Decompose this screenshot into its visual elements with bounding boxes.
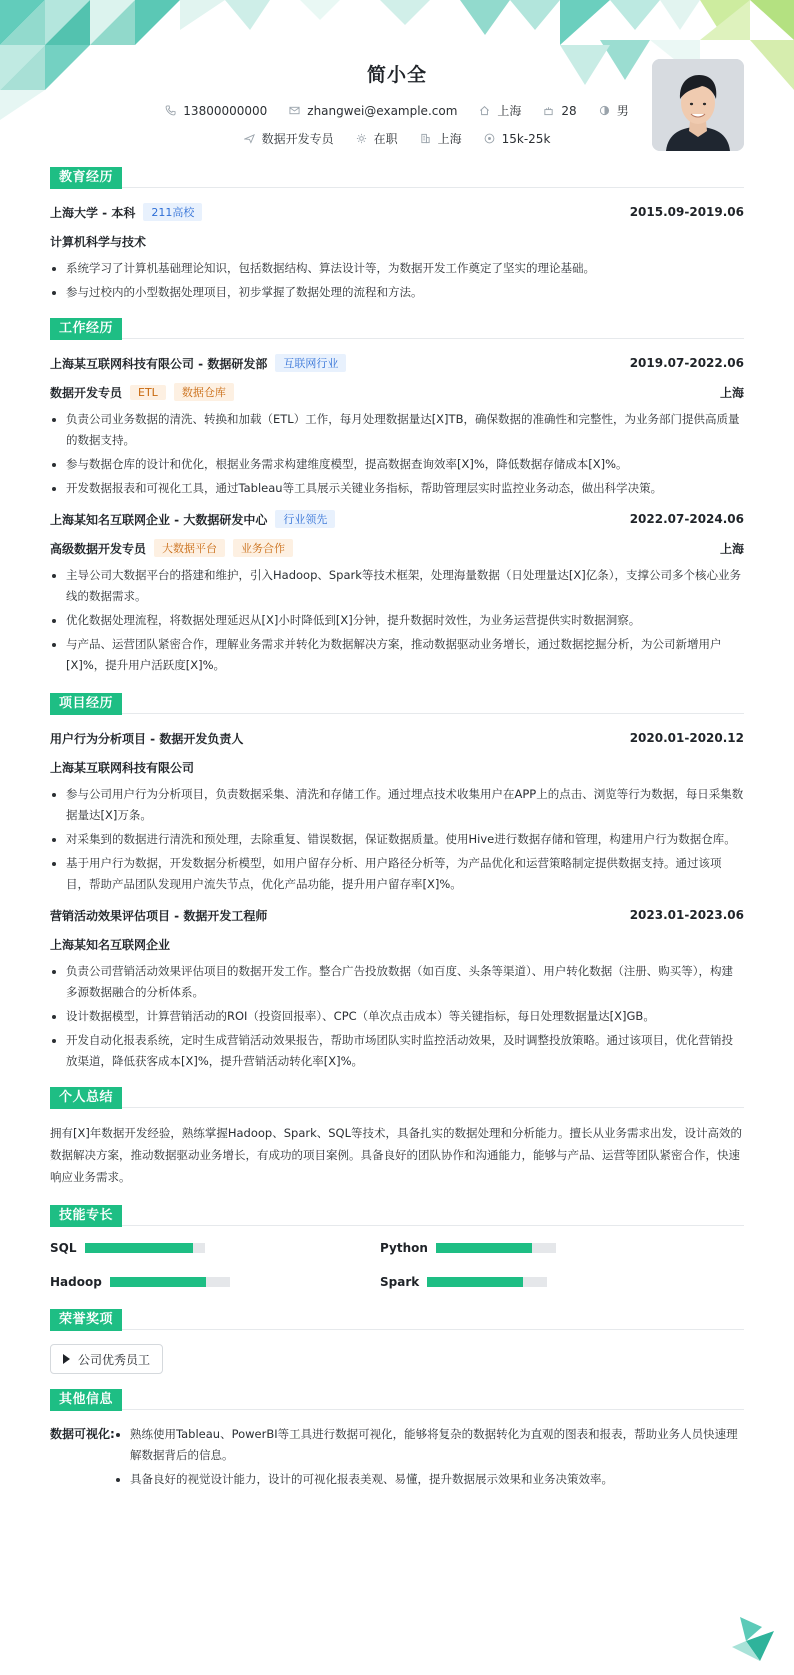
company-name: 上海某互联网科技有限公司 - 数据研发部 xyxy=(50,356,268,371)
skill-level-bar xyxy=(110,1277,230,1287)
location-info xyxy=(479,102,521,119)
project-entry xyxy=(50,905,744,1072)
list-item: 系统学习了计算机基础理论知识，包括数据结构、算法设计等，为数据开发工作奠定了坚实的理论基础。 xyxy=(50,258,744,279)
summary-header xyxy=(50,1086,744,1108)
role-name: 高级数据开发专员 xyxy=(50,541,147,556)
project-name: 用户行为分析项目 - 数据开发负责人 xyxy=(50,731,244,746)
school-name: 上海大学 - 本科 xyxy=(50,205,136,220)
other-label: 数据可视化: xyxy=(50,1427,115,1441)
awards-section xyxy=(50,1308,744,1374)
work-date: 2019.07-2022.06 xyxy=(629,356,744,370)
education-header xyxy=(50,166,744,188)
education-date: 2015.09-2019.06 xyxy=(629,205,744,219)
project-entry xyxy=(50,728,744,895)
role-group xyxy=(50,383,234,401)
list-item: 具备良好的视觉设计能力，设计的可视化报表美观、易懂，提升数据展示效果和业务决策效率。 xyxy=(114,1469,744,1490)
award-name: 公司优秀员工 xyxy=(78,1352,151,1367)
location-text: 上海 xyxy=(497,104,522,118)
age-text: 28 xyxy=(561,103,577,118)
target-city-info xyxy=(420,130,462,147)
work-city: 上海 xyxy=(719,541,744,556)
skill-name: Python xyxy=(380,1241,428,1255)
work-entry xyxy=(50,353,744,499)
awards-title: 荣誉奖项 xyxy=(50,1309,122,1331)
company-title xyxy=(50,354,346,372)
skill-level-fill xyxy=(110,1277,206,1287)
skill-item xyxy=(380,1274,710,1290)
work-entry-head xyxy=(50,509,744,529)
role-name: 数据开发专员 xyxy=(50,385,123,400)
list-item: 负责公司业务数据的清洗、转换和加载（ETL）工作，每月处理数据量达[X]TB，确保数据的准确性和完整性，为业务部门提供高质量的数据支持。 xyxy=(50,409,744,451)
work-bullets xyxy=(50,565,744,676)
project-org: 上海某互联网科技有限公司 xyxy=(50,760,195,775)
skills-header xyxy=(50,1204,744,1226)
project-bullets xyxy=(50,784,744,895)
project-org-row xyxy=(50,933,744,955)
project-date: 2020.01-2020.12 xyxy=(629,731,744,745)
other-title: 其他信息 xyxy=(50,1389,122,1411)
skill-item xyxy=(380,1240,710,1256)
work-bullets xyxy=(50,409,744,499)
list-item: 设计数据模型，计算营销活动的ROI（投资回报率）、CPC（单次点击成本）等关键指标，每日处理数据量达[X]GB。 xyxy=(50,1006,744,1027)
role-tag: 大数据平台 xyxy=(154,539,225,557)
summary-text: 拥有[X]年数据开发经验，熟练掌握Hadoop、Spark、SQL等技术，具备扎实的数据处理和分析能力。擅长从业务需求出发，设计高效的数据解决方案，推动数据驱动业务增长，有成功的项目案例。具备良好的团队协作和沟通能力，能够与产品、运营等团队紧密合作，快速响应业务需求。 xyxy=(50,1126,743,1184)
triangle-right-icon xyxy=(63,1354,70,1364)
major-row xyxy=(50,230,744,252)
role-tag: ETL xyxy=(130,385,166,400)
phone-text: 13800000000 xyxy=(183,103,268,118)
awards-header xyxy=(50,1308,744,1330)
list-item: 开发数据报表和可视化工具，通过Tableau等工具展示关键业务指标，帮助管理层实时监控业务动态，做出科学决策。 xyxy=(50,478,744,499)
skill-name: Spark xyxy=(380,1275,420,1289)
education-entry xyxy=(50,202,744,303)
status-info xyxy=(356,130,398,147)
skill-level-fill xyxy=(85,1243,193,1253)
age-icon xyxy=(543,105,554,116)
list-item: 参与过校内的小型数据处理项目，初步掌握了数据处理的流程和方法。 xyxy=(50,282,744,303)
list-item: 参与公司用户行为分析项目，负责数据采集、清洗和存储工作。通过埋点技术收集用户在APP上的点击、浏览等行为数据，每日采集数据量达[X]万条。 xyxy=(50,784,744,826)
skills-section xyxy=(50,1204,744,1290)
skill-item xyxy=(50,1240,380,1256)
job-intent-row xyxy=(50,130,744,147)
money-icon xyxy=(484,133,495,144)
skills-grid xyxy=(50,1240,744,1290)
list-item: 基于用户行为数据，开发数据分析模型，如用户留存分析、用户路径分析等，为产品优化和运营策略制定提供数据支持。通过该项目，帮助产品团队发现用户流失节点，优化产品功能，提升用户留存率[X]%。 xyxy=(50,853,744,895)
project-entry-head xyxy=(50,905,744,925)
email-text: zhangwei@example.com xyxy=(307,103,458,118)
school-title xyxy=(50,203,202,221)
work-section xyxy=(50,317,744,676)
education-bullets xyxy=(50,258,744,303)
age-info xyxy=(543,102,576,119)
skill-item xyxy=(50,1274,380,1290)
skill-name: SQL xyxy=(50,1241,77,1255)
email-info xyxy=(289,102,457,119)
skill-name: Hadoop xyxy=(50,1275,102,1289)
company-title xyxy=(50,510,335,528)
list-item: 负责公司营销活动效果评估项目的数据开发工作。整合广告投放数据（如百度、头条等渠道）、用户转化数据（注册、购买等），构建多源数据融合的分析体系。 xyxy=(50,961,744,1003)
list-item: 开发自动化报表系统，定时生成营销活动效果报告，帮助市场团队实时监控活动效果，及时调整投放策略。通过该项目，优化营销投放渠道，降低获客成本[X]%，提升营销活动转化率[X]%。 xyxy=(50,1030,744,1072)
skill-level-bar xyxy=(427,1277,547,1287)
plane-icon xyxy=(244,133,255,144)
phone-icon xyxy=(165,105,176,116)
resume-content xyxy=(50,0,744,1493)
role-row xyxy=(50,537,744,559)
profile-photo xyxy=(652,59,744,151)
salary-info xyxy=(484,130,551,147)
mail-icon xyxy=(289,105,300,116)
other-section xyxy=(50,1388,744,1493)
summary-title: 个人总结 xyxy=(50,1087,122,1109)
work-title: 工作经历 xyxy=(50,318,122,340)
school-tag: 211高校 xyxy=(143,203,202,221)
role-tag: 业务合作 xyxy=(233,539,293,557)
gear-icon xyxy=(356,133,367,144)
phone-info xyxy=(165,102,267,119)
project-entry-head xyxy=(50,728,744,748)
skill-level-fill xyxy=(427,1277,523,1287)
gender-text: 男 xyxy=(616,104,629,118)
status-text: 在职 xyxy=(373,132,398,146)
role-row xyxy=(50,381,744,403)
company-name: 上海某知名互联网企业 - 大数据研发中心 xyxy=(50,512,268,527)
resume-header xyxy=(50,0,744,166)
skill-level-bar xyxy=(436,1243,556,1253)
award-item xyxy=(50,1344,163,1374)
company-tag: 行业领先 xyxy=(275,510,335,528)
work-header xyxy=(50,317,744,339)
work-city: 上海 xyxy=(719,385,744,400)
work-entry-head xyxy=(50,353,744,373)
skill-level-fill xyxy=(436,1243,532,1253)
projects-title: 项目经历 xyxy=(50,693,122,715)
position-text: 数据开发专员 xyxy=(261,132,334,146)
role-tag: 数据仓库 xyxy=(174,383,234,401)
basic-info-row xyxy=(50,102,744,119)
salary-text: 15k-25k xyxy=(501,131,551,146)
projects-section xyxy=(50,692,744,1072)
project-org-row xyxy=(50,756,744,778)
education-entry-head xyxy=(50,202,744,222)
skills-title: 技能专长 xyxy=(50,1205,122,1227)
project-bullets xyxy=(50,961,744,1072)
home-icon xyxy=(479,105,490,116)
list-item: 与产品、运营团队紧密合作，理解业务需求并转化为数据解决方案，推动数据驱动业务增长，通过数据挖掘分析，为公司新增用户[X]%，提升用户活跃度[X]%。 xyxy=(50,634,744,676)
target-city-text: 上海 xyxy=(437,132,462,146)
gender-info xyxy=(599,102,629,119)
other-header xyxy=(50,1388,744,1410)
gender-icon xyxy=(599,105,610,116)
summary-section xyxy=(50,1086,744,1188)
building-icon xyxy=(420,133,431,144)
corner-triangles-decoration xyxy=(732,1617,774,1661)
other-info-block xyxy=(50,1424,744,1493)
candidate-name: 简小全 xyxy=(366,64,427,86)
work-entry xyxy=(50,509,744,676)
major-name: 计算机科学与技术 xyxy=(50,234,147,249)
role-group xyxy=(50,539,293,557)
position-info xyxy=(244,130,334,147)
skill-level-bar xyxy=(85,1243,205,1253)
projects-header xyxy=(50,692,744,714)
project-date: 2023.01-2023.06 xyxy=(629,908,744,922)
list-item: 熟练使用Tableau、PowerBI等工具进行数据可视化，能够将复杂的数据转化为直观的图表和报表，帮助业务人员快速理解数据背后的信息。 xyxy=(114,1424,744,1466)
project-org: 上海某知名互联网企业 xyxy=(50,937,171,952)
education-section xyxy=(50,166,744,303)
list-item: 参与数据仓库的设计和优化，根据业务需求构建维度模型，提高数据查询效率[X]%，降低数据存储成本[X]%。 xyxy=(50,454,744,475)
list-item: 对采集到的数据进行清洗和预处理，去除重复、错误数据，保证数据质量。使用Hive进行数据存储和管理，构建用户行为数据仓库。 xyxy=(50,829,744,850)
company-tag: 互联网行业 xyxy=(275,354,346,372)
list-item: 优化数据处理流程，将数据处理延迟从[X]小时降低到[X]分钟，提升数据时效性，为业务运营提供实时数据洞察。 xyxy=(50,610,744,631)
project-name: 营销活动效果评估项目 - 数据开发工程师 xyxy=(50,908,268,923)
list-item: 主导公司大数据平台的搭建和维护，引入Hadoop、Spark等技术框架，处理海量数据（日处理量达[X]亿条），支撑公司多个核心业务线的数据需求。 xyxy=(50,565,744,607)
other-bullets xyxy=(114,1424,744,1493)
education-title: 教育经历 xyxy=(50,167,122,189)
work-date: 2022.07-2024.06 xyxy=(629,512,744,526)
